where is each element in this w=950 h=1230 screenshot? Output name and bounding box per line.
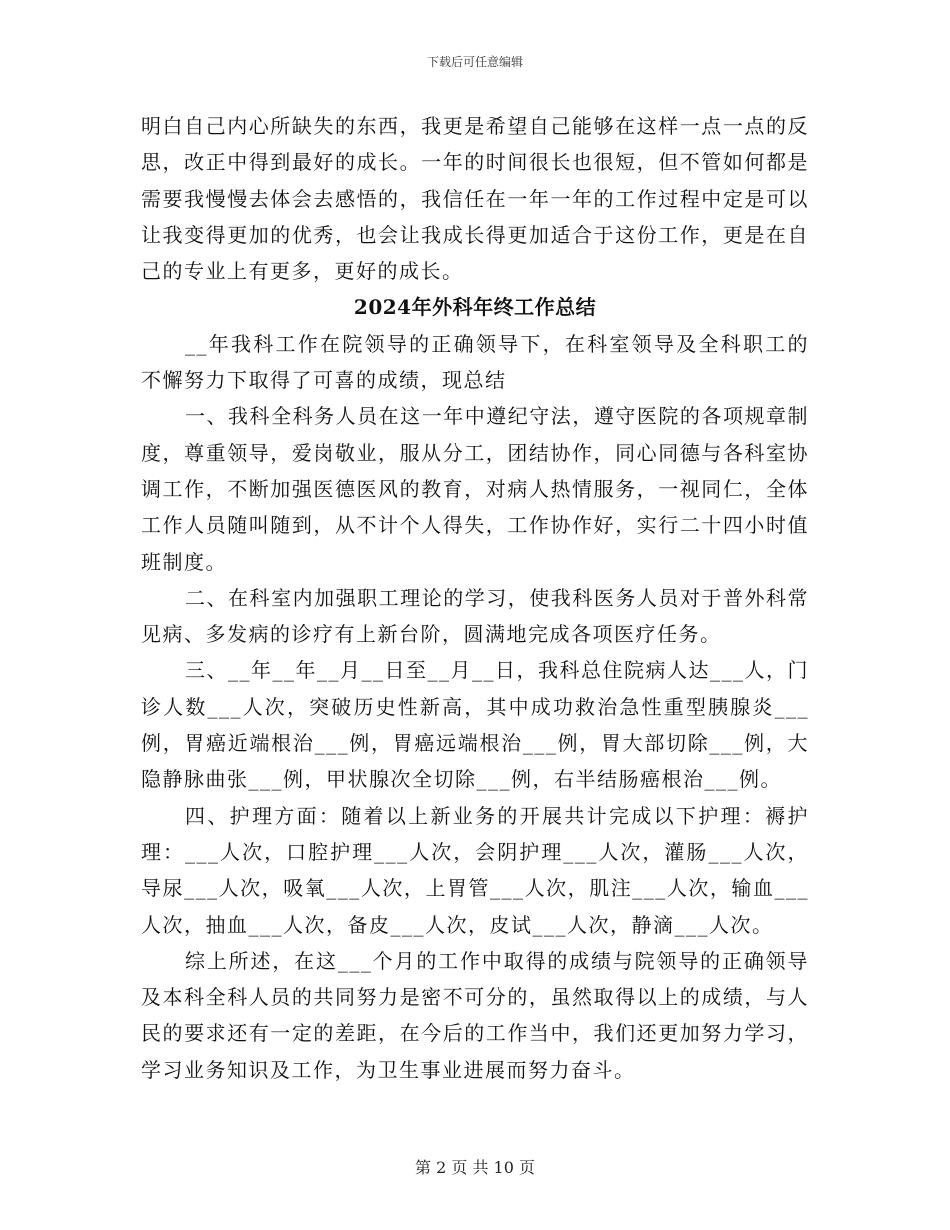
paragraph-conclusion: 综上所述，在这___个月的工作中取得的成绩与院领导的正确领导及本科全科人员的共同努力是密不可分的，虽然取得以上的成绩，与人民的要求还有一定的差距，在今后的工作当中，我们还更加努力学习，学习业务知识及工作，为卫生事业进展而努力奋斗。: [141, 948, 809, 1082]
paragraph-summary-intro: __年我科工作在院领导的正确领导下，在科室领导及全科职工的不懈努力下取得了可喜的成绩，现总结: [141, 331, 809, 393]
paragraph-section-3: 三、__年__年__月__日至__月__日，我科总住院病人达___人，门诊人数___人次，突破历史性新高，其中成功救治急性重型胰腺炎___例，胃癌近端根治___例，胃癌远端根治___例，胃大部切除___例，大隐静脉曲张___例，甲状腺次全切除___例，右半结肠癌根治___例。: [141, 658, 809, 792]
intro-paragraph: 明白自己内心所缺失的东西，我更是希望自己能够在这样一点一点的反思，改正中得到最好的成长。一年的时间很长也很短，但不管如何都是需要我慢慢去体会去感悟的，我信任在一年一年的工作过程中定是可以让我变得更加的优秀，也会让我成长得更加适合于这份工作，更是在自己的专业上有更多，更好的成长。: [141, 114, 809, 284]
paragraph-section-1: 一、我科全科务人员在这一年中遵纪守法，遵守医院的各项规章制度，尊重领导，爱岗敬业，服从分工，团结协作，同心同德与各科室协调工作，不断加强医德医风的教育，对病人热情服务，一视同仁，全体工作人员随叫随到，从不计个人得失，工作协作好，实行二十四小时值班制度。: [141, 404, 809, 574]
header-note: 下载后可任意编辑: [426, 55, 523, 69]
document-body: [141, 108, 809, 1088]
page-number: 第 2 页 共 10 页: [415, 1158, 535, 1177]
paragraph-section-4: 四、护理方面：随着以上新业务的开展共计完成以下护理：褥护理：___人次，口腔护理___人次，会阴护理___人次，灌肠___人次，导尿___人次，吸氧___人次，上胃管___人次，肌注___人次，输血___人次，抽血___人次，备皮___人次，皮试___人次，静滴___人次。: [141, 803, 809, 937]
document-title: 2024年外科年终工作总结: [353, 295, 597, 320]
paragraph-section-2: 二、在科室内加强职工理论的学习，使我科医务人员对于普外科常见病、多发病的诊疗有上新台阶，圆满地完成各项医疗任务。: [141, 585, 809, 647]
